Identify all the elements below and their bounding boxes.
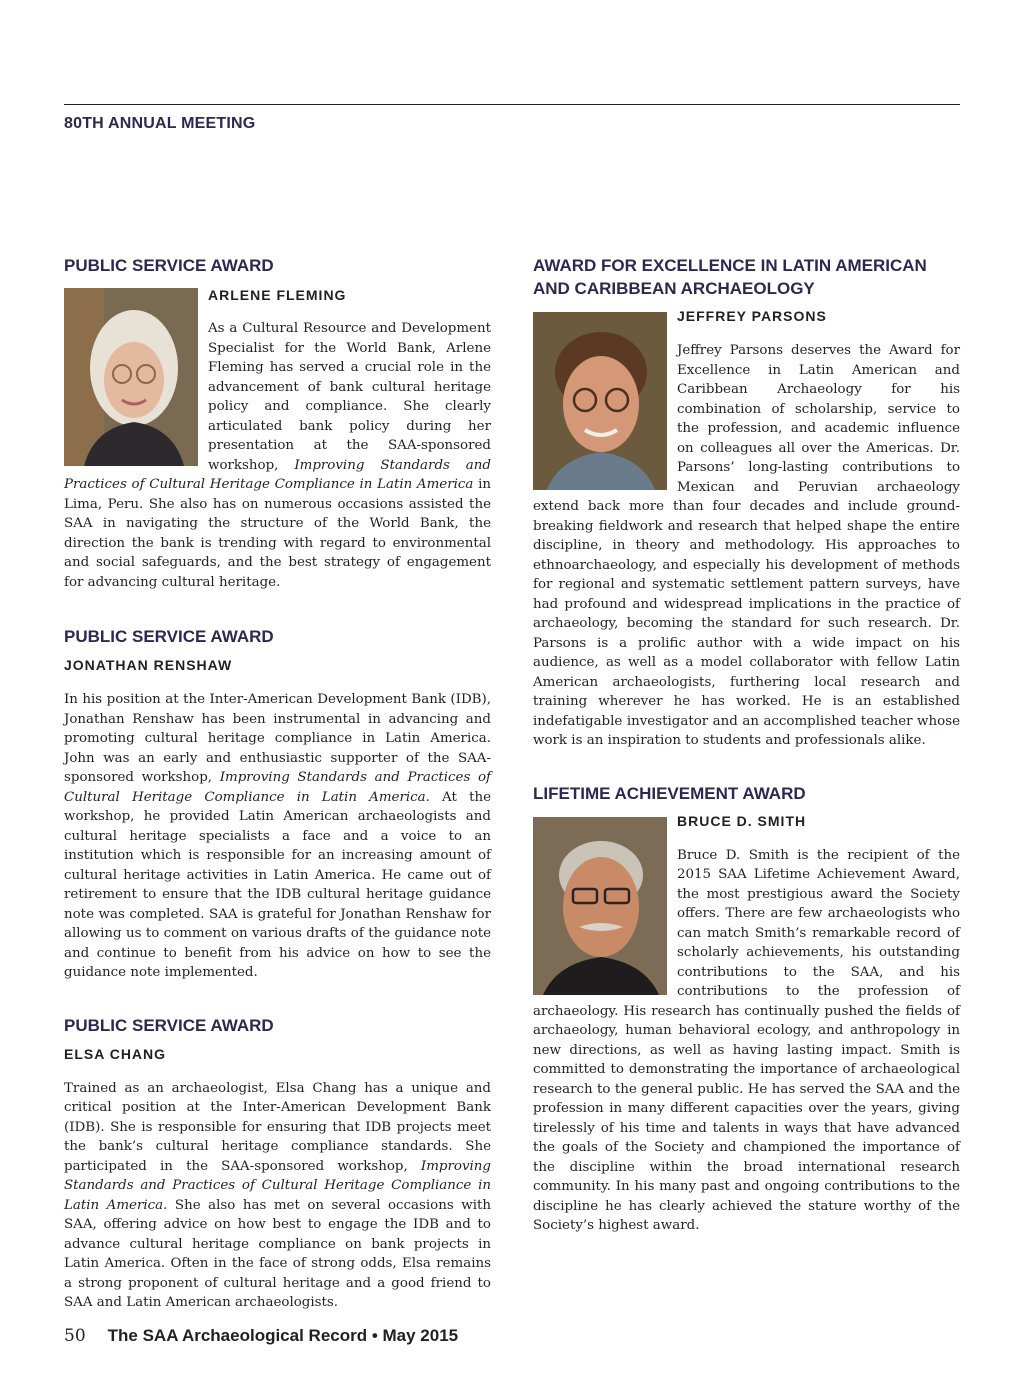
award-heading: PUBLIC SERVICE AWARD: [64, 627, 274, 646]
page-footer: [64, 1326, 458, 1346]
photo-bruce-smith: [533, 817, 667, 995]
header-rule: [64, 104, 960, 105]
award-heading: PUBLIC SERVICE AWARD: [64, 256, 274, 275]
award-heading: PUBLIC SERVICE AWARD: [64, 1015, 274, 1035]
award-smith: [533, 782, 960, 1236]
publication-title: The SAA Archaeological Record • May 2015: [107, 1326, 459, 1345]
recipient-name: ELSA CHANG: [64, 1045, 167, 1062]
award-parsons: [533, 254, 960, 751]
award-text: Trained as an archaeologist, Elsa Chang has a unique and critical position at the Inter-American Development Bank (IDB). She is responsible for ensuring that IDB projects meet the bank’s cultural heritage compliance standards. She participated in the SAA-sponsored workshop, Improving Standards and Practices of Cultural Heritage Compliance in Latin America. She also has met on several occasions with SAA, offering advice on how best to engage the IDB and to advance cultural heritage compliance on bank projects in Latin America. Often in the face of strong odds, Elsa remains a strong proponent of cultural heritage and a good friend to SAA and Latin American archaeologists.: [64, 1080, 491, 1310]
running-head: 80TH ANNUAL MEETING: [64, 115, 256, 132]
recipient-name: JEFFREY PARSONS: [677, 308, 827, 324]
recipient-name: ARLENE FLEMING: [208, 287, 347, 303]
recipient-name: BRUCE D. SMITH: [677, 812, 807, 829]
left-column: [64, 254, 491, 1313]
award-heading: LIFETIME ACHIEVEMENT AWARD: [533, 783, 806, 803]
recipient-name: JONATHAN RENSHAW: [64, 657, 233, 673]
award-heading: AWARD FOR EXCELLENCE IN LATIN AMERICAN AND CARIBBEAN ARCHAEOLOGY: [533, 256, 927, 298]
right-column: [533, 254, 960, 1236]
award-text: Jeffrey Parsons deserves the Award for Excellence in Latin American and Caribbean Archaeology for his combination of scholarship, service to the profession, and academic influence on colleagues all over the Americas. Dr. Parsons’ long-lasting contributions to Mexican and Peruvian archaeology extend back more than four decades and include ground-breaking fieldwork and research that helped shape the entire discipline, in theory and methodology. His approaches to ethnoarchaeology, and especially his development of methods for regional and systematic settlement pattern surveys, have had profound and widespread implications in the practice of archaeology, becoming the standard for such research. Dr. Parsons is a prolific author with a wide impact on his audience, as well as a model collaborator with fellow Latin American archaeologists, furthering local research and training wherever he has worked. He is an established indefatigable investigator and an accomplished teacher whose work is an inspiration to students and professionals alike.: [533, 343, 960, 748]
award-text: In his position at the Inter-American Development Bank (IDB), Jonathan Renshaw has been instrumental in advancing and promoting cultural heritage compliance in Latin America. John was an early and enthusiastic supporter of the SAA-sponsored workshop, Improving Standards and Practices of Cultural Heritage Compliance in Latin America. At the workshop, he provided Latin American archaeologists and cultural heritage specialists a face and a voice to an institution which is responsible for an increasing amount of cultural heritage activities in Latin America. He came out of retirement to ensure that the IDB cultural heritage guidance note was completed. SAA is grateful for Jonathan Renshaw for allowing us to comment on various drafts of the guidance note and continue to benefit from his advice on how to see the guidance note implemented.: [64, 692, 491, 980]
photo-arlene-fleming: [64, 288, 198, 466]
award-text: As a Cultural Resource and Development Specialist for the World Bank, Arlene Fleming has served a crucial role in the advancement of bank cultural heritage policy and compliance. She clearly articulated bank policy during her presentation at the SAA-sponsored workshop, Improving Standards and Practices of Cultural Heritage Compliance in Latin America in Lima, Peru. She also has on numerous occasions assisted the SAA in navigating the structure of the World Bank, the direction the bank is trending with regard to environmental and social safeguards, and the best strategy of engagement for advancing cultural heritage.: [64, 321, 491, 590]
award-renshaw: [64, 625, 491, 983]
award-text: Bruce D. Smith is the recipient of the 2015 SAA Lifetime Achievement Award, the most prestigious award the Society offers. There are few archaeologists who can match Smith’s remarkable record of scholarly achievements, his outstanding contributions to the SAA, and his contributions to the profession of archaeology. His research has continually pushed the fields of archaeology, human behavioral ecology, and anthropology in new directions, as well as having lasting impact. Smith is committed to demonstrating the importance of archaeological research to the general public. He has served the SAA and the profession in many different capacities over the years, giving tirelessly of his time and talents in ways that have advanced the goals of the Society and championed the importance of the discipline within the broad international research community. In his many past and ongoing contributions to the discipline he has clearly achieved the stature worthy of the Society’s highest award.: [533, 847, 960, 1233]
award-chang: [64, 1014, 491, 1313]
photo-jeffrey-parsons: [533, 312, 667, 490]
award-fleming: [64, 254, 491, 592]
page-number: 50: [64, 1326, 86, 1346]
